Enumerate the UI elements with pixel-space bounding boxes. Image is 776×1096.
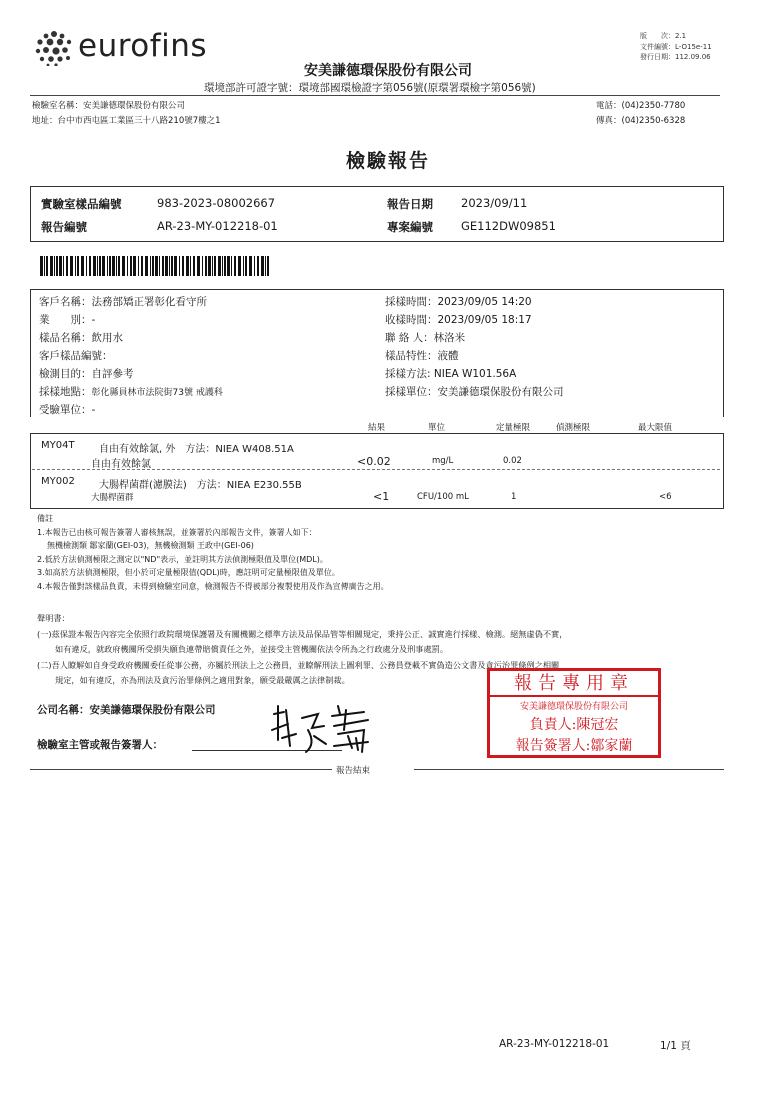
handwritten-signature: [268, 700, 376, 756]
declaration-2: (二)吾人瞭解如自身受政府機關委任從事公務，亦屬於刑法上之公務員，並瞭解刑法上圖利罪、公務員登載不實偽造公文書及貪污治罪條例之相關: [37, 659, 560, 670]
note-4: 4.本報告僅對該樣品負責，未得到檢驗室同意，檢測報告不得被部分複製使用及作為宣傳廣告之用。: [37, 581, 389, 591]
contact-person: 聯 絡 人：林洛米: [385, 332, 466, 344]
test-purpose: 檢測目的：自評參考: [39, 368, 134, 380]
row-divider: [32, 469, 720, 470]
col-result: 結果: [368, 423, 386, 433]
stamp-company: 安美謙德環保股份有限公司: [519, 702, 628, 712]
note-1-signers: 無機檢測類 鄒家蘭(GEI-03)，無機檢測類 王政中(GEI-06): [47, 541, 254, 550]
document-meta: [640, 31, 712, 63]
declaration-1: (一)茲保證本報告內容完全依照行政院環境保護署及有關機關之標準方法及品保品管等相關規定，秉持公正、誠實進行採樣、檢測。絕無虛偽不實，: [37, 628, 568, 639]
lab-info: [32, 99, 221, 129]
eurofins-logo-text: eurofins: [78, 28, 208, 64]
doc-issue-date: 發行日期：112.09.06: [640, 53, 711, 61]
note-2: 2.低於方法偵測極限之測定以"ND"表示，並註明其方法偵測極限值及單位(MDL)。: [37, 554, 328, 564]
note-1: 1.本報告已由核可報告簽署人審核無誤，並簽署於內部報告文件，簽署人如下：: [37, 527, 317, 537]
doc-form-no: 文件編號：L-O15e-11: [640, 42, 712, 51]
project-no-label: 專案編號: [387, 220, 433, 234]
lab-fax: 傳真：(04)2350-6328: [596, 116, 686, 126]
stamp-signer: 報告簽署人:鄒家蘭: [515, 738, 633, 754]
receipt-time: 收樣時間：2023/09/05 18:17: [385, 314, 532, 326]
lab-phone: 電話：(04)2350-7780: [596, 101, 686, 111]
lab-contact: [596, 99, 685, 129]
sampling-location-value: 彰化縣員林市法院街73號 戒護科: [91, 388, 223, 398]
notes-title: 備註: [37, 514, 53, 523]
report-date: 2023/09/11: [461, 196, 528, 210]
signer-label: 檢驗室主管或報告簽署人：: [37, 739, 163, 751]
report-date-label: 報告日期: [387, 197, 433, 211]
col-max: 最大限值: [638, 423, 673, 433]
result-code: MY002: [41, 476, 75, 487]
col-loq: 定量極限: [496, 423, 531, 433]
col-unit: 單位: [428, 423, 446, 433]
business-type: [39, 312, 95, 327]
result-max: <6: [659, 492, 672, 502]
footer-report-no: AR-23-MY-012218-01: [499, 1038, 610, 1050]
lab-address: 地址：台中市西屯區工業區三十八路210號7樓之1: [32, 116, 221, 126]
lab-name: 檢驗室名稱：安美謙德環保股份有限公司: [32, 101, 186, 111]
result-item: 自由有效餘氯: [91, 459, 151, 470]
result-unit: mg/L: [432, 456, 454, 466]
client-name: 客戶名稱：法務部矯正署彰化看守所: [39, 296, 207, 308]
report-stamp: [487, 668, 661, 758]
sampling-time: 採樣時間：2023/09/05 14:20: [385, 296, 532, 308]
result-loq: 1: [511, 492, 517, 502]
business-label: 業 別：: [39, 314, 92, 326]
sample-property: 樣品特性：液體: [385, 350, 459, 362]
sampling-unit: 採樣單位：安美謙德環保股份有限公司: [385, 386, 564, 398]
report-no-label: 報告編號: [41, 220, 87, 234]
end-line-right: [414, 769, 724, 770]
report-end: 報告結束: [336, 766, 371, 776]
signature-company: 公司名稱：安美謙德環保股份有限公司: [37, 704, 216, 716]
result-method: 自由有效餘氯, 外 方法：NIEA W408.51A: [99, 444, 294, 455]
report-header-box: [30, 186, 724, 242]
result-unit: CFU/100 mL: [417, 492, 469, 502]
col-mdl: 偵測極限: [556, 423, 591, 433]
project-no: GE112DW09851: [461, 219, 556, 233]
notes: [37, 512, 389, 593]
permit-number: 環境部許可證字號：環境部國環檢證字第056號(原環署環檢字第056號): [204, 82, 536, 94]
note-3: 3.如高於方法偵測極限，但小於可定量極限值(QDL)時，應註明可定量極限值及單位。: [37, 568, 340, 577]
sample-no: 983-2023-08002667: [157, 196, 276, 210]
results-table: [30, 433, 724, 509]
result-code: MY04T: [41, 440, 75, 451]
result-value: <1: [373, 490, 390, 503]
client-sample-no: 客戶樣品編號：: [39, 350, 113, 362]
divider: [30, 95, 720, 96]
sample-no-label: 實驗室樣品編號: [41, 197, 122, 211]
company-title: 安美謙德環保股份有限公司: [304, 63, 472, 79]
result-item: 大腸桿菌群: [91, 493, 134, 503]
sampling-method: 採樣方法: NIEA W101.56A: [385, 368, 517, 380]
business-value: -: [91, 314, 96, 326]
result-value: <0.02: [357, 455, 391, 468]
sampling-location: [39, 384, 223, 399]
report-title: 檢驗報告: [345, 150, 430, 172]
declaration-2-cont: 規定，如有違反，亦為刑法及貪污治罪條例之適用對象，願受最嚴厲之法律制裁。: [55, 675, 350, 685]
declaration-1-cont: 如有違反，就政府機關所受損失願負連帶賠償責任之外，並接受主管機關依法令所為之行政處分及刑事處罰。: [55, 644, 449, 654]
sample-name: 樣品名稱：飲用水: [39, 332, 123, 344]
end-line-left: [30, 769, 332, 770]
receiving-unit: 受驗單位：-: [39, 404, 96, 416]
result-loq: 0.02: [503, 456, 522, 466]
sampling-location-label: 採樣地點：: [39, 386, 92, 398]
stamp-responsible: 負責人:陳冠宏: [529, 717, 619, 733]
declaration-title: 聲明書：: [37, 613, 70, 623]
footer-page-number: 1/1 頁: [660, 1040, 691, 1052]
result-method: 大腸桿菌群(濾膜法) 方法：NIEA E230.55B: [99, 480, 302, 491]
sample-info-box: [30, 289, 724, 417]
report-no: AR-23-MY-012218-01: [157, 219, 278, 233]
stamp-title: 報告專用章: [490, 671, 658, 697]
barcode: [40, 256, 272, 276]
doc-version: 版 次：2.1: [640, 32, 687, 40]
